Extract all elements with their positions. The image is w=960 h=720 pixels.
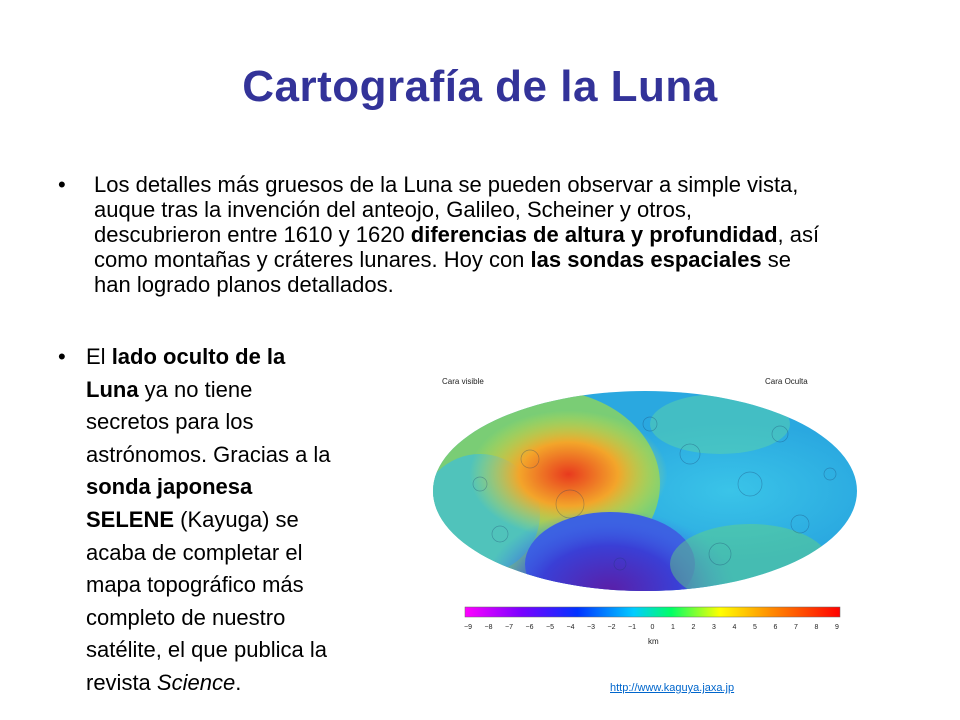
text-line: secretos para los: [86, 409, 254, 435]
bullet-marker: •: [58, 172, 66, 197]
scale-tick-label: −4: [566, 624, 575, 631]
scale-tick-label: −8: [484, 624, 493, 631]
scale-tick-label: 2: [691, 624, 696, 631]
text-line: mapa topográfico más: [86, 572, 304, 598]
text-line: satélite, el que publica la: [86, 637, 327, 663]
text-line: Los detalles más gruesos de la Luna se pueden observar a simple vista,: [94, 172, 799, 197]
scale-tick-label: −5: [546, 624, 554, 631]
text-line: completo de nuestro: [86, 604, 286, 630]
source-link[interactable]: http://www.kaguya.jaxa.jp: [610, 682, 735, 694]
scale-tick-label: −7: [505, 624, 513, 631]
map-label-right: Cara Oculta: [765, 377, 808, 386]
text-line: como montañas y cráteres lunares. Hoy con las sondas espaciales se: [94, 247, 792, 272]
scale-tick-label: 0: [650, 624, 655, 631]
scale-tick-label: 3: [712, 624, 716, 631]
scale-tick-label: 5: [753, 624, 757, 631]
scale-tick-label: 6: [773, 624, 778, 631]
text-line: han logrado planos detallados.: [94, 272, 394, 297]
lunar-topographic-map: [420, 364, 870, 654]
color-scale-bar: [465, 607, 840, 617]
slide-title: Cartografía de la Luna: [242, 62, 718, 111]
text-line: acaba de completar el: [86, 539, 303, 565]
scale-tick-label: 1: [671, 624, 675, 631]
text-line: revista Science.: [86, 669, 242, 695]
scale-tick-label: 9: [835, 624, 839, 631]
map-figure: [420, 364, 870, 654]
scale-tick-label: 8: [814, 624, 819, 631]
scale-tick-label: −3: [587, 624, 595, 631]
text-line: astrónomos. Gracias a la: [86, 441, 331, 467]
bullet-text: [86, 341, 331, 700]
scale-tick-label: 4: [732, 624, 737, 631]
map-label-left: Cara visible: [442, 377, 484, 386]
text-line: auque tras la invención del anteojo, Galileo, Scheiner y otros,: [94, 197, 693, 222]
text-line: SELENE (Kayuga) se: [86, 506, 299, 532]
scale-tick-label: −9: [464, 624, 472, 631]
color-scale-ticks: [464, 624, 839, 631]
text-line: sonda japonesa: [86, 474, 253, 500]
scale-tick-label: −1: [628, 624, 636, 631]
scale-tick-label: −6: [525, 624, 534, 631]
text-line: El lado oculto de la: [86, 344, 286, 369]
scale-unit: km: [648, 637, 659, 646]
text-line: descubrieron entre 1610 y 1620 diferencias de altura y profundidad, así: [94, 222, 820, 247]
text-line: Luna ya no tiene: [86, 376, 253, 402]
scale-tick-label: −2: [607, 624, 616, 631]
scale-tick-label: 7: [794, 624, 798, 631]
bullet-marker: •: [58, 344, 66, 369]
bullet-text: [94, 172, 819, 297]
